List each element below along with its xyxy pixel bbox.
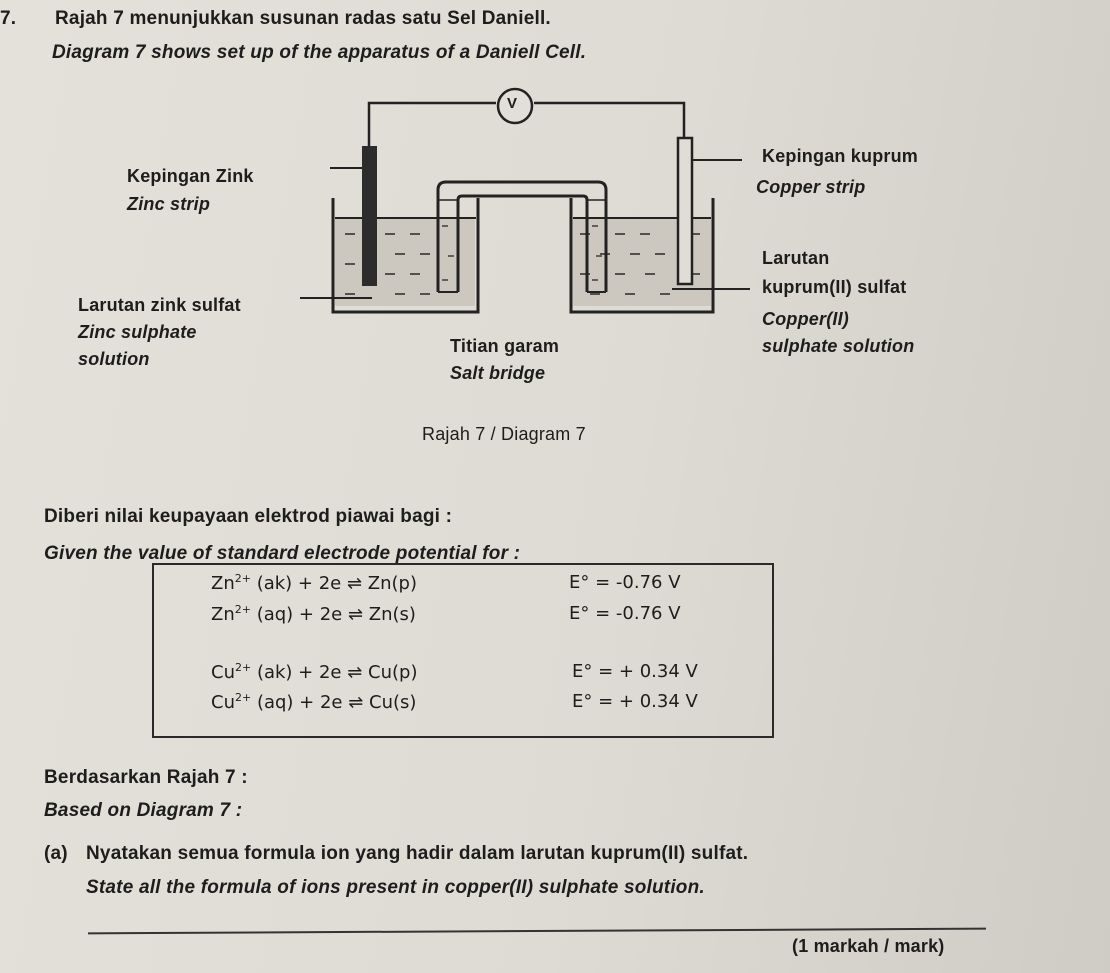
copper-solution-label-ms-2: kuprum(II) sulfat — [762, 277, 907, 297]
equation-4: $Cu^{2+}$ (aq) + 2e ⇌ Cu(s) — [211, 691, 417, 713]
zinc-solution-label-ms: Larutan zink sulfat — [78, 295, 241, 315]
potential-3: E° = + 0.34 V — [572, 661, 698, 682]
potential-4: E° = + 0.34 V — [572, 691, 698, 712]
copper-strip-label-en: Copper strip — [756, 177, 866, 197]
copper-solution-label-en-2: sulphate solution — [762, 336, 915, 356]
electrode-potential-table — [152, 563, 774, 738]
salt-bridge-label-en: Salt bridge — [450, 363, 546, 383]
equation-1: $Zn^{2+}$ (ak) + 2e ⇌ Zn(p) — [211, 572, 417, 594]
based-on-en: Based on Diagram 7 : — [44, 800, 243, 821]
zinc-strip-label-ms: Kepingan Zink — [127, 166, 254, 186]
zinc-strip — [362, 146, 377, 286]
question-intro-ms: Rajah 7 menunjukkan susunan radas satu Sel Daniell. — [55, 8, 551, 29]
marks-allocation: (1 markah / mark) — [792, 936, 945, 956]
potential-1: E° = -0.76 V — [569, 572, 681, 593]
voltmeter-label: V — [507, 95, 518, 112]
zinc-strip-label-en: Zinc strip — [127, 194, 211, 214]
question-number: 7. — [0, 8, 17, 29]
given-text-en: Given the value of standard electrode potential for : — [44, 543, 521, 564]
zinc-solution-label-en-2: solution — [78, 349, 150, 369]
left-wire — [369, 103, 496, 152]
copper-solution-label-en-1: Copper(II) — [762, 309, 849, 329]
potential-2: E° = -0.76 V — [569, 603, 681, 624]
equation-3: $Cu^{2+}$ (ak) + 2e ⇌ Cu(p) — [211, 661, 418, 683]
part-a-label: (a) — [44, 843, 68, 864]
equation-2: $Zn^{2+}$ (aq) + 2e ⇌ Zn(s) — [211, 603, 416, 625]
right-wire — [534, 103, 684, 140]
diagram-caption: Rajah 7 / Diagram 7 — [422, 424, 586, 444]
salt-bridge-label-ms: Titian garam — [450, 336, 560, 356]
based-on-ms: Berdasarkan Rajah 7 : — [44, 767, 248, 788]
copper-solution-label-ms-1: Larutan — [762, 248, 830, 268]
copper-strip — [678, 138, 692, 284]
part-a-question-ms: Nyatakan semua formula ion yang hadir dalam larutan kuprum(II) sulfat. — [86, 843, 749, 864]
given-text-ms: Diberi nilai keupayaan elektrod piawai bagi : — [44, 506, 453, 527]
copper-strip-label-ms: Kepingan kuprum — [762, 146, 919, 166]
part-a-question-en: State all the formula of ions present in copper(II) sulphate solution. — [86, 877, 705, 898]
question-intro-en: Diagram 7 shows set up of the apparatus of a Daniell Cell. — [52, 42, 587, 63]
zinc-solution-label-en-1: Zinc sulphate — [78, 322, 197, 342]
